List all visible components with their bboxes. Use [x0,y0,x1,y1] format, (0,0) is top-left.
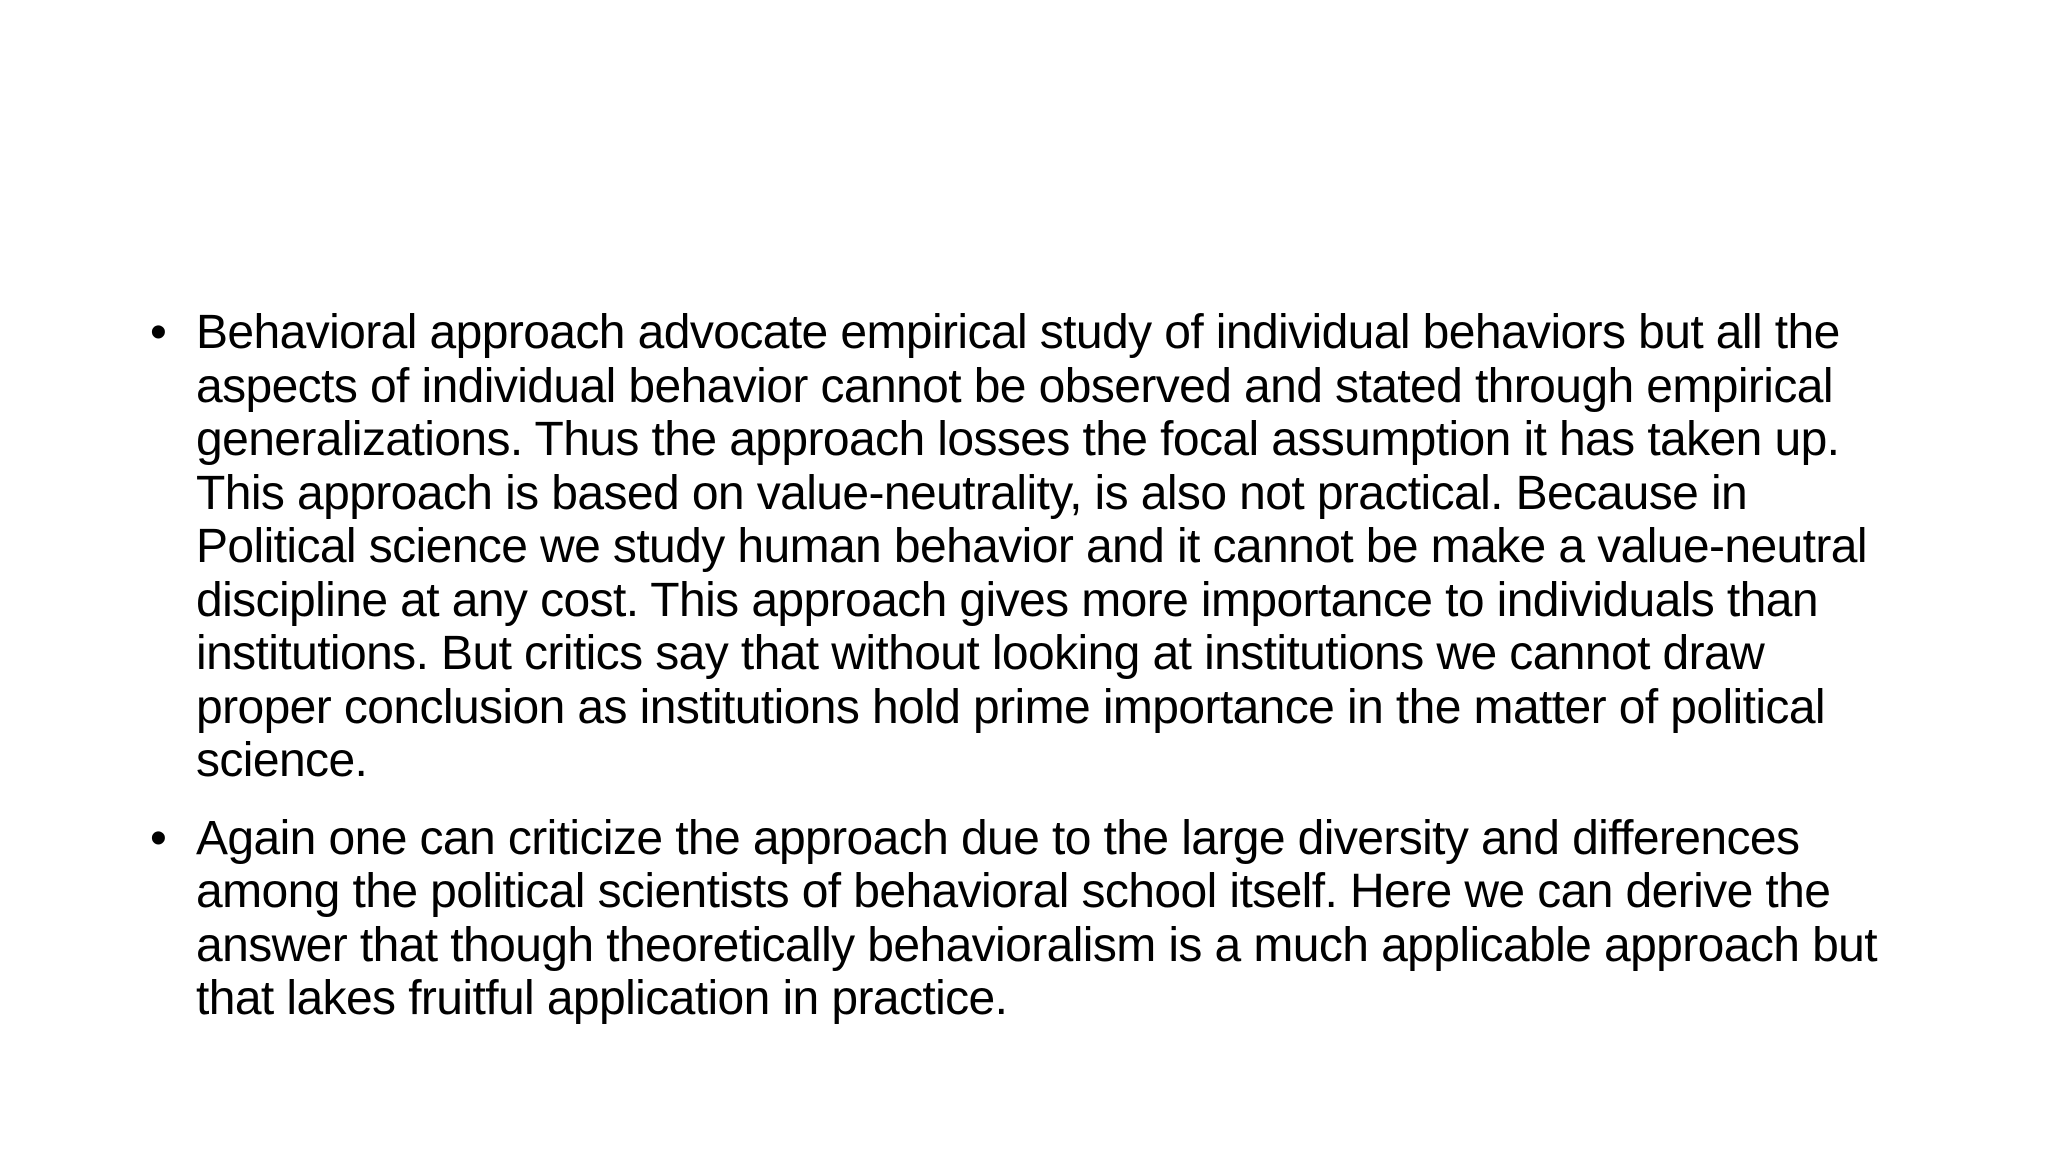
bullet-marker: • [150,306,167,359]
bullet-item-1 [150,306,1910,788]
bullet-marker: • [150,811,167,865]
bullet-text: Again one can criticize the approach due to the large diversity and differences among the political scientists of behavioral school itself. Here we can derive the answer that though theoretically behavioralism is a much applicable approach but that lakes fruitful application in practice. [196,811,1878,1025]
bullet-text: Behavioral approach advocate empirical study of individual behaviors but all the aspects of individual behavior cannot be observed and stated through empirical generalizations. Thus the approach losses the focal assumption it has taken up. This approach is based on value-neutrality, is also not practical. Because in Political science we study human behavior and it cannot be make a value-neutral discipline at any cost. This approach gives more importance to individuals than institutions. But critics say that without looking at institutions we cannot draw proper conclusion as institutions hold prime importance in the matter of political science. [196,306,1867,787]
bullet-list [150,306,1910,1026]
bullet-item-2 [150,812,1910,1026]
slide-body [150,306,1910,1050]
